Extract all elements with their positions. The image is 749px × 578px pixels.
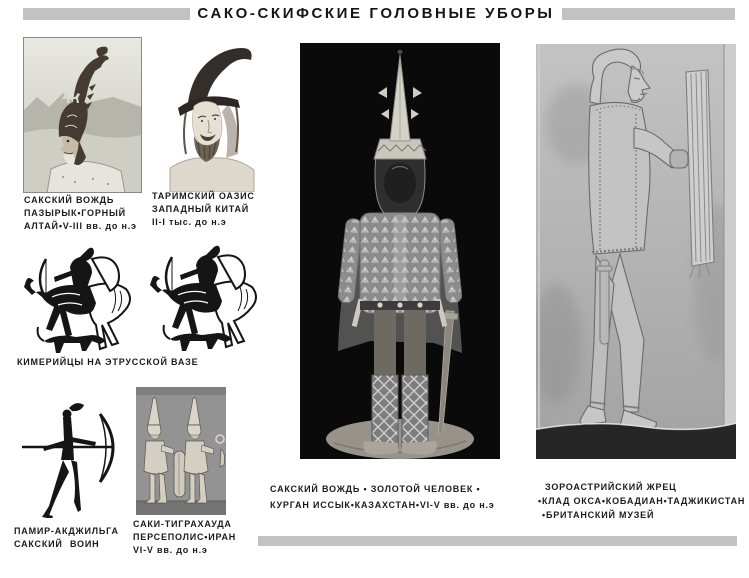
caption-line: ТАРИМСКИЙ ОАЗИС (152, 191, 255, 201)
header-left-bar (23, 8, 190, 20)
header-right-bar (562, 8, 735, 20)
persepolis-relief-image (136, 387, 226, 515)
caption-oxus-priest (538, 480, 745, 522)
tarim-portrait-image (158, 42, 266, 192)
caption-line: VI-V вв. до н.э (133, 545, 208, 555)
caption-line: II-I тыс. до н.э (152, 217, 227, 227)
caption-line: САКСКИЙ ВОИН (14, 539, 100, 549)
footer-bar (258, 536, 737, 546)
caption-line: ПАМИР-АКДЖИЛЬГА (14, 526, 119, 536)
cimmerian-horsemen-image (14, 243, 266, 355)
oxus-priest-image (536, 44, 736, 459)
caption-line: АЛТАЙ•V-III вв. до н.э (24, 221, 137, 231)
caption-line: САКСКИЙ ВОЖДЬ (24, 195, 115, 205)
caption-line: •КЛАД ОКСА•КОБАДИАН•ТАДЖИКИСТАН (538, 496, 746, 506)
golden-man-image (300, 43, 500, 459)
caption-line: САКИ-ТИГРАХАУДА (133, 519, 232, 529)
caption-golden-man (270, 481, 495, 513)
page-title: САКО-СКИФСКИЕ ГОЛОВНЫЕ УБОРЫ (197, 5, 555, 22)
caption-line: КИМЕРИЙЦЫ НА ЭТРУССКОЙ ВАЗЕ (17, 357, 199, 367)
caption-pazyryk (24, 194, 137, 233)
caption-line: •БРИТАНСКИЙ МУЗЕЙ (542, 510, 655, 520)
caption-line: САКСКИЙ ВОЖДЬ • ЗОЛОТОЙ ЧЕЛОВЕК • (270, 484, 481, 494)
pamir-archer-image (16, 390, 122, 518)
pazyryk-chief-image (23, 37, 142, 193)
caption-cimmerians (17, 356, 198, 369)
caption-line: ПЕРСЕПОЛИС•ИРАН (133, 532, 237, 542)
caption-line: ЗОРОАСТРИЙСКИЙ ЖРЕЦ (545, 482, 677, 492)
caption-tarim (152, 190, 255, 229)
caption-line: КУРГАН ИССЫК•КАЗАХСТАН•VI-V вв. до н.э (270, 500, 495, 510)
caption-line: ЗАПАДНЫЙ КИТАЙ (152, 204, 250, 214)
caption-line: ПАЗЫРЫК•ГОРНЫЙ (24, 208, 126, 218)
caption-persepolis (133, 518, 236, 557)
caption-pamir-archer (14, 525, 119, 551)
